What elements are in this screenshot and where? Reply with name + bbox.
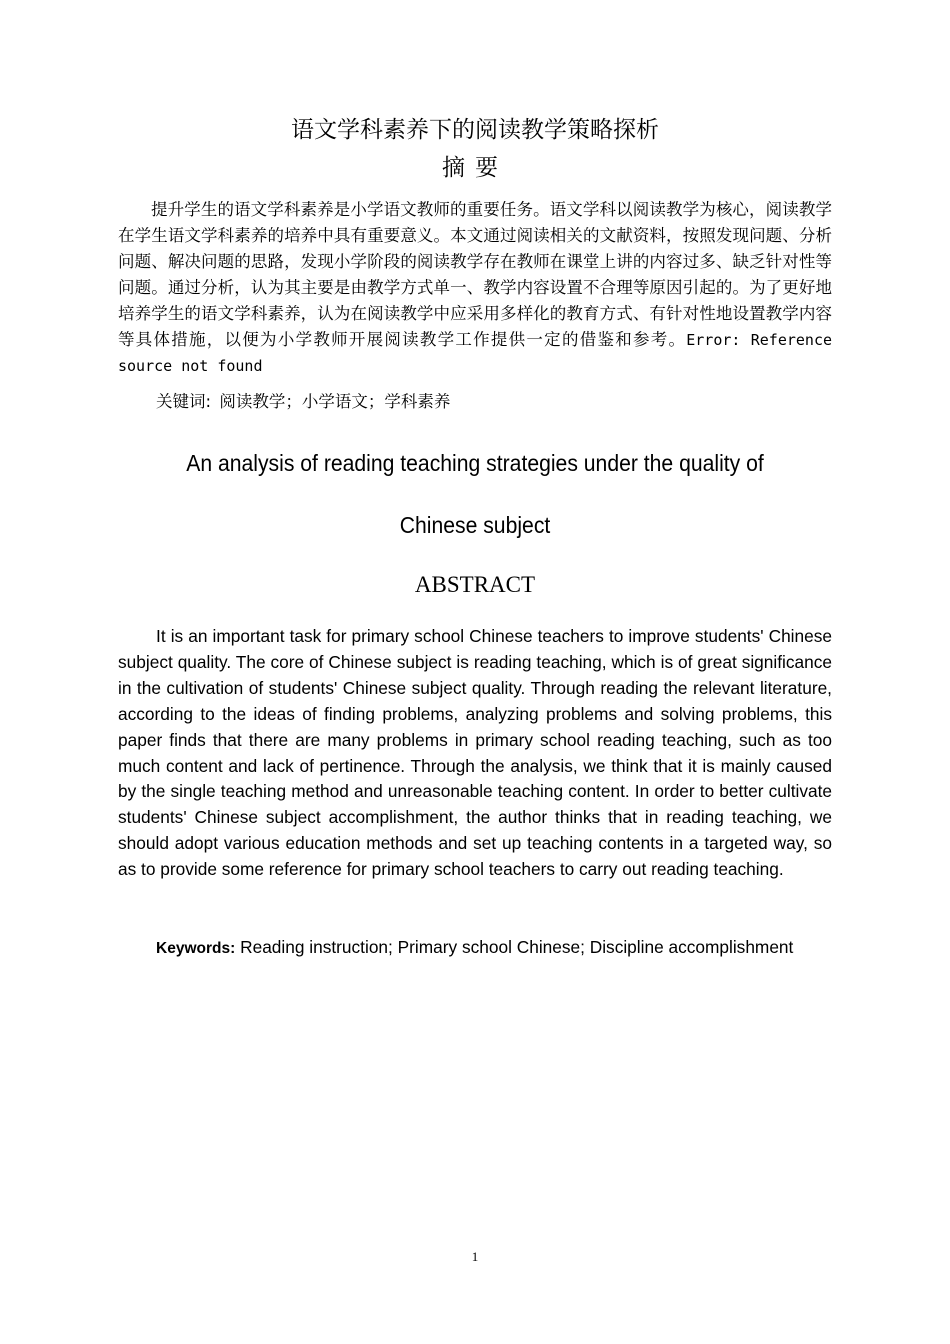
- chinese-keywords-value: 阅读教学；小学语文；学科素养: [219, 392, 451, 411]
- chinese-abstract: [118, 197, 832, 379]
- english-keywords-value: Reading instruction; Primary school Chinese; Discipline accomplishment: [240, 937, 794, 957]
- chinese-keywords: [156, 390, 832, 414]
- english-abstract-heading: ABSTRACT: [414, 572, 536, 597]
- chinese-title: 语文学科素养下的阅读教学策略探析: [291, 117, 659, 143]
- chinese-abstract-heading: 摘要: [442, 155, 508, 181]
- reference-error-text: Error: Reference source not found: [118, 331, 832, 375]
- chinese-keywords-label: 关键词:: [156, 392, 212, 411]
- english-keywords: [118, 935, 832, 962]
- english-keywords-label: Keywords:: [156, 940, 236, 957]
- chinese-abstract-text: 提升学生的语文学科素养是小学语文教师的重要任务。语文学科以阅读教学为核心，阅读教学在学生语文学科素养的培养中具有重要意义。本文通过阅读相关的文献资料，按照发现问题、分析问题、解决问题的思路，发现小学阶段的阅读教学存在教师在课堂上讲的内容过多、缺乏针对性等问题。通过分析，认为其主要是由教学方式单一、教学内容设置不合理等原因引起的。为了更好地培养学生的语文学科素养，认为在阅读教学中应采用多样化的教育方式、有针对性地设置教学内容等具体措施，以便为小学教师开展阅读教学工作提供一定的借鉴和参考。: [118, 200, 832, 349]
- english-abstract: It is an important task for primary school Chinese teachers to improve students' Chinese subject quality. The core of Chinese subject is reading teaching, which is of great significance in the cultivation of students' Chinese subject quality. Through reading the relevant literature, according to the ideas of finding problems, analyzing problems and solving problems, this paper finds that there are many problems in primary school reading teaching, such as too much content and lack of pertinence. Through the analysis, we think that it is mainly caused by the single teaching method and unreasonable teaching content. In order to better cultivate students' Chinese subject accomplishment, the author thinks that in reading teaching, we should adopt various education methods and set up teaching contents in a targeted way, so as to provide some reference for primary school teachers to carry out reading teaching.: [118, 626, 832, 880]
- english-title: An analysis of reading teaching strategies under the quality of Chinese subject: [186, 450, 764, 538]
- page-number: 1: [471, 1249, 479, 1264]
